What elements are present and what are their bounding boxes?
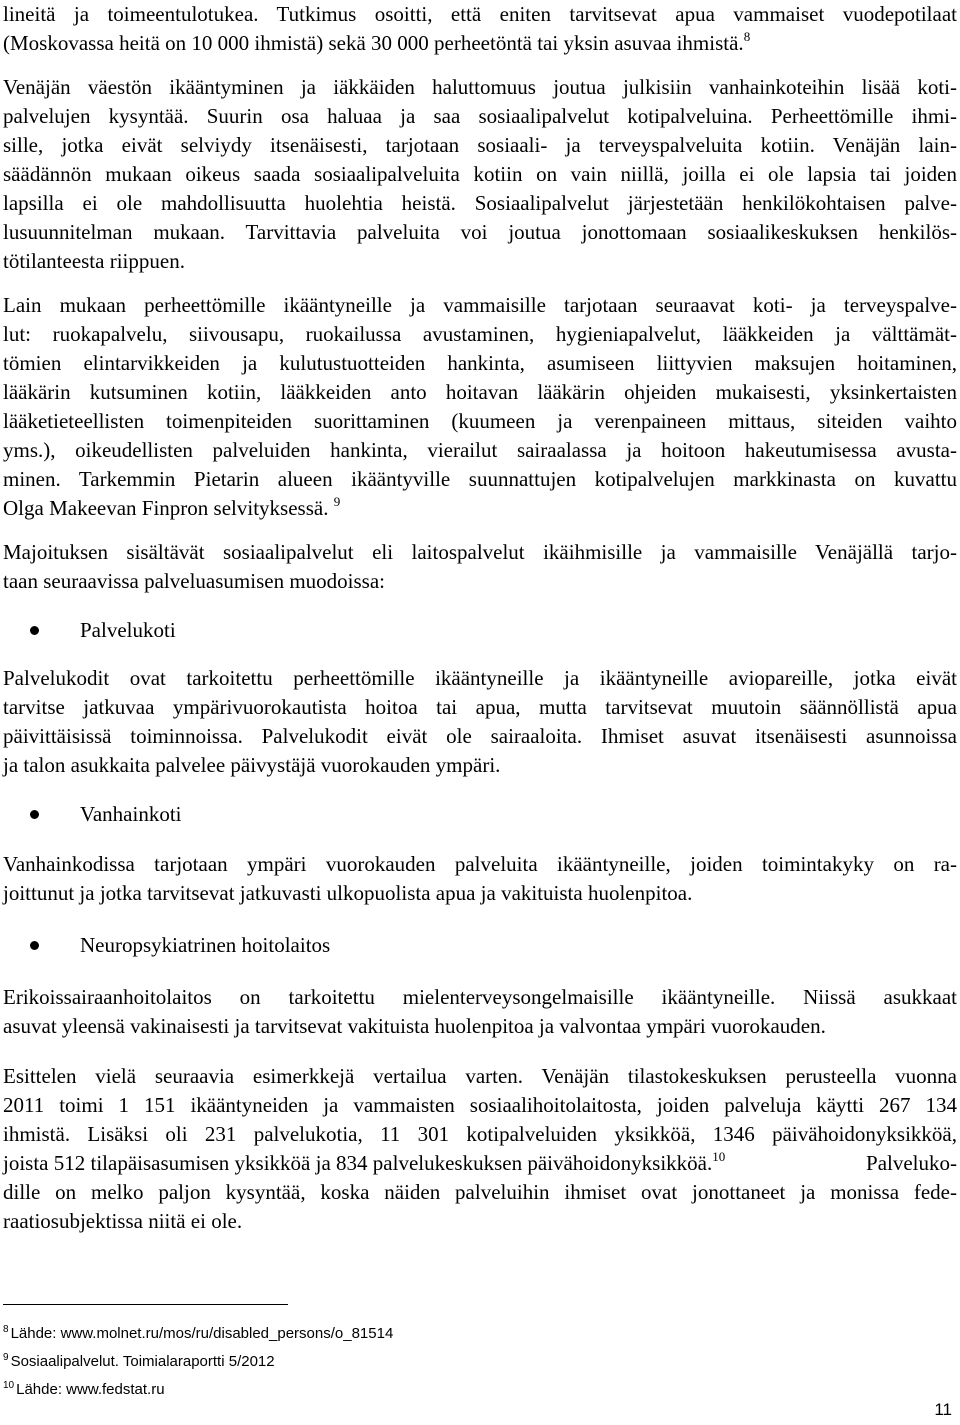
text-line: ja talon asukkaita palvelee päivystäjä vuorokauden ympäri.: [3, 753, 501, 777]
text-line: sille, jotka eivät selviydy itsenäisesti, tarjotaan sosiaali- ja terveyspalveluita kotiin. Venäjän lain-: [3, 133, 957, 157]
text-line: 2011 toimi 1 151 ikääntyneiden ja vammaisten sosiaalihoitolaitosta, joiden palveluja käytti 267 134: [3, 1093, 957, 1117]
bullet-icon: [30, 941, 39, 950]
text-line: (Moskovassa heitä on 10 000 ihmistä) sekä 30 000 perheetöntä tai yksin asuvaa ihmistä.$^8$: [3, 29, 751, 55]
text-line: lääkärin kutsuminen kotiin, lääkkeiden anto hoitavan lääkärin ohjeiden mukaisesti, yksinkertaisten: [3, 380, 957, 404]
text-line: palvelujen kysyntää. Suurin osa haluaa ja saa sosiaalipalvelut kotipalveluina. Perheettömille ihmi-: [3, 104, 957, 128]
text-line: lusuunnitelman mukaan. Tarvittavia palveluita voi joutua jonottomaan sosiaalikeskuksen henkilös-: [3, 220, 957, 244]
footnote-marker: 8: [743, 29, 751, 44]
text-line: lut: ruokapalvelu, siivousapu, ruokailussa avustaminen, hygieniapalvelut, lääkkeiden ja välttämät-: [3, 322, 957, 346]
page-number: 11: [934, 1400, 952, 1419]
bullet-item: Palvelukoti: [80, 618, 176, 642]
text-line: päivittäisissä toiminnoissa. Palvelukodit eivät ole sairaaloita. Ihmiset asuvat itsenäisesti asunnoissa: [3, 724, 957, 748]
text-line: minen. Tarkemmin Pietarin alueen ikääntyville suunnattujen kotipalvelujen markkinasta on kuvattu: [3, 467, 957, 491]
text-line: lapsilla ei ole mahdollisuutta huolehtia heistä. Sosiaalipalvelut järjestetään henkilökohtaisen palve-: [3, 191, 957, 215]
bullet-icon: [30, 626, 39, 635]
text-line: Olga Makeevan Finpron selvityksessä. $^9$: [3, 494, 341, 520]
text-line: säädännön mukaan oikeus saada sosiaalipalveluita kotiin on vain niillä, joilla ei ole lapsia tai joiden: [3, 162, 957, 186]
bullet-icon: [30, 810, 39, 819]
text-line: ihmistä. Lisäksi oli 231 palvelukotia, 11 301 kotipalveluiden yksikköä, 1346 päivähoidonyksikköä,: [3, 1122, 957, 1146]
text-line: dille on melko paljon kysyntää, koska näiden palveluihin ihmiset ovat jonottaneet ja monissa fede-: [3, 1180, 957, 1204]
text-line: taan seuraavissa palveluasumisen muodoissa:: [3, 569, 385, 593]
text-line: Venäjän väestön ikääntyminen ja iäkkäiden haluttomuus joutua julkisiin vanhainkoteihin lisää koti-: [3, 75, 957, 99]
text-line: Erikoissairaanhoitolaitos on tarkoitettu mielenterveysongelmaisille ikääntyneille. Niissä asukkaat: [3, 985, 957, 1009]
text-line: Majoituksen sisältävät sosiaalipalvelut eli laitospalvelut ikäihmisille ja vammaisille Venäjällä tarjo-: [3, 540, 957, 564]
footnote-divider: [3, 1304, 288, 1305]
footnote-marker: 10: [712, 1149, 726, 1164]
text-line: lineitä ja toimeentulotukea. Tutkimus osoitti, että eniten tarvitsevat apua vammaiset vuodepotilaat: [3, 2, 957, 26]
text-line: yms.), oikeudellisten palveluiden hankinta, vierailut sairaalassa ja hoitoon hakeutumisessa avusta-: [3, 438, 957, 462]
text-line: tarvitse jatkuvaa ympärivuorokautista hoitoa tai apua, mutta tarvitsevat muutoin säännöllistä apua: [3, 695, 957, 719]
text-line: lääketieteellisten toimenpiteiden suorittaminen (kuumeen ja verenpaineen mittaus, siteiden vaihto: [3, 409, 957, 433]
bullet-item: Neuropsykiatrinen hoitolaitos: [80, 933, 331, 957]
bullet-item: Vanhainkoti: [80, 802, 182, 826]
text-line: Palvelukodit ovat tarkoitettu perheettömille ikääntyneille ja ikääntyneille aviopareille, jotka eivät: [3, 666, 957, 690]
text-line: Esittelen vielä seuraavia esimerkkejä vertailua varten. Venäjän tilastokeskuksen perusteella vuonna: [3, 1064, 957, 1088]
text-line: Lain mukaan perheettömille ikääntyneille ja vammaisille tarjotaan seuraavat koti- ja terveyspalve-: [3, 293, 957, 317]
footnote: $^8$ Lähde: www.molnet.ru/mos/ru/disabled_persons/o_81514: [3, 1324, 394, 1342]
text-line: tömien elintarvikkeiden ja kulutustuotteiden hankinta, asumiseen liittyvien maksujen hoitaminen,: [3, 351, 957, 375]
footnote-marker: 9: [333, 494, 341, 509]
text-line: tötilanteesta riippuen.: [3, 249, 185, 273]
text-line: raatiosubjektissa niitä ei ole.: [3, 1209, 243, 1233]
text-line: joittunut ja jotka tarvitsevat jatkuvasti ulkopuolista apua ja vakituista huolenpitoa.: [3, 881, 693, 905]
footnote: $^{10}$ Lähde: www.fedstat.ru: [3, 1380, 165, 1398]
text-line: joista 512 tilapäisasumisen yksikköä ja 834 palvelukeskuksen päivähoidonyksikköä.$^{10}$ Palveluko-: [3, 1149, 957, 1175]
footnote: $^9$ Sosiaalipalvelut. Toimialaraportti 5/2012: [3, 1352, 275, 1370]
text-line: Vanhainkodissa tarjotaan ympäri vuorokauden palveluita ikääntyneille, joiden toimintakyky on ra-: [3, 852, 957, 876]
text-line: asuvat yleensä vakinaisesti ja tarvitsevat vakituista huolenpitoa ja valvontaa ympäri vuorokauden.: [3, 1014, 826, 1038]
